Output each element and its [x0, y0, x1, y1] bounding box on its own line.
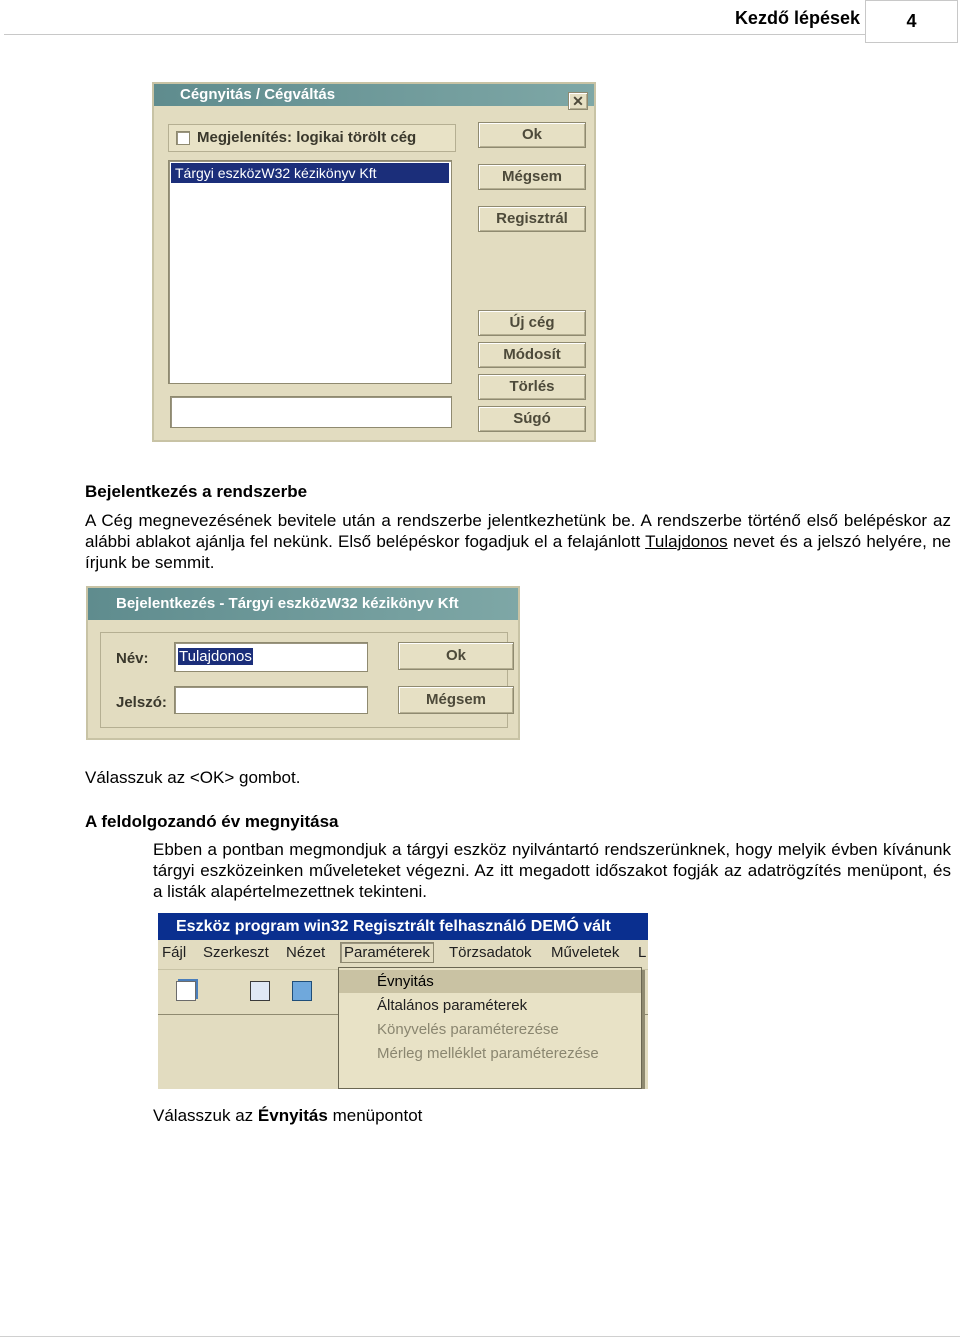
company-dialog-title: Cégnyitás / Cégváltás [154, 84, 594, 106]
login-dialog [86, 586, 520, 740]
edit-icon[interactable] [176, 981, 196, 1001]
menu-item-general-parameters[interactable]: Általános paraméterek [377, 997, 528, 1014]
cancel-button[interactable]: Mégsem [478, 164, 586, 190]
header-title: Kezdő lépések [734, 8, 860, 28]
company-list[interactable] [168, 160, 452, 384]
name-input[interactable] [174, 642, 368, 672]
company-name-input[interactable] [170, 396, 452, 428]
parameters-dropdown [338, 967, 642, 1089]
year-heading: A feldolgozandó év megnyitása [85, 812, 339, 831]
app-window [158, 913, 648, 1089]
menu-item-accounting-parameters[interactable]: Könyvelés paraméterezése [377, 1021, 559, 1038]
ok-button[interactable]: Ok [478, 122, 586, 148]
menu-parameters[interactable]: Paraméterek [340, 942, 434, 963]
delete-button[interactable]: Törlés [478, 374, 586, 400]
menu-bar [158, 941, 648, 967]
register-button[interactable]: Regisztrál [478, 206, 586, 232]
owner-link: Tulajdonos [645, 532, 728, 551]
company-dialog [152, 82, 596, 442]
menu-edit[interactable]: Szerkeszt [203, 944, 269, 961]
checkbox-row[interactable] [168, 124, 456, 152]
menu-master-data[interactable]: Törzsadatok [449, 944, 532, 961]
name-value: Tulajdonos [179, 648, 252, 665]
menu-item-balance-parameters[interactable]: Mérleg melléklet paraméterezése [377, 1045, 599, 1062]
password-label: Jelszó: [116, 694, 167, 711]
footer-divider [0, 1336, 960, 1337]
menu-item-year-open[interactable]: Évnyitás [339, 970, 641, 993]
menu-view[interactable]: Nézet [286, 944, 326, 961]
caption: Válasszuk az Évnyitás menüpontot [153, 1106, 423, 1125]
menu-operations[interactable]: Műveletek [551, 944, 620, 961]
name-label: Név: [116, 650, 149, 667]
header-divider [4, 34, 866, 35]
page-number: 4 [865, 0, 958, 43]
menu-more[interactable]: L [638, 944, 647, 961]
login-heading: Bejelentkezés a rendszerbe [85, 482, 308, 501]
document-icon[interactable] [250, 981, 270, 1001]
login-ok-button[interactable]: Ok [398, 642, 514, 670]
company-list-item[interactable]: Tárgyi eszközW32 kézikönyv Kft [171, 163, 449, 183]
password-input[interactable] [174, 686, 368, 714]
new-company-button[interactable]: Új cég [478, 310, 586, 336]
refresh-icon[interactable] [292, 981, 312, 1001]
modify-button[interactable]: Módosít [478, 342, 586, 368]
login-paragraph: A Cég megnevezésének bevitele után a rendszerbe jelentkezhetünk be. A rendszerbe történő első belépéskor az alábbi ablakot ajánlja fel nekünk. Első belépéskor fogadjuk el a felajánlott Tulajdonos nevet és a jelszó helyére, ne írjunk be semmit. [85, 511, 951, 572]
checkbox-label: Megjelenítés: logikai törölt cég [197, 129, 417, 146]
login-cancel-button[interactable]: Mégsem [398, 686, 514, 714]
logical-deleted-checkbox[interactable] [176, 131, 190, 145]
choose-ok-text: Válasszuk az <OK> gombot. [85, 768, 301, 787]
close-icon[interactable]: ✕ [568, 92, 588, 110]
menu-file[interactable]: Fájl [162, 944, 187, 961]
app-title-bar: Eszköz program win32 Regisztrált felhasználó DEMÓ vált [158, 913, 648, 940]
year-paragraph: Ebben a pontban megmondjuk a tárgyi eszköz nyilvántartó rendszerünknek, hogy melyik évben kívánunk tárgyi eszközeinken műveleteket végezni. Az itt megadott időszakot fogják az adatrögzítés menüpont, és a listák alapértelmezettnek tekinteni. [153, 840, 951, 901]
login-dialog-title: Bejelentkezés - Tárgyi eszközW32 kézikönyv Kft [88, 588, 518, 620]
help-button[interactable]: Súgó [478, 406, 586, 432]
